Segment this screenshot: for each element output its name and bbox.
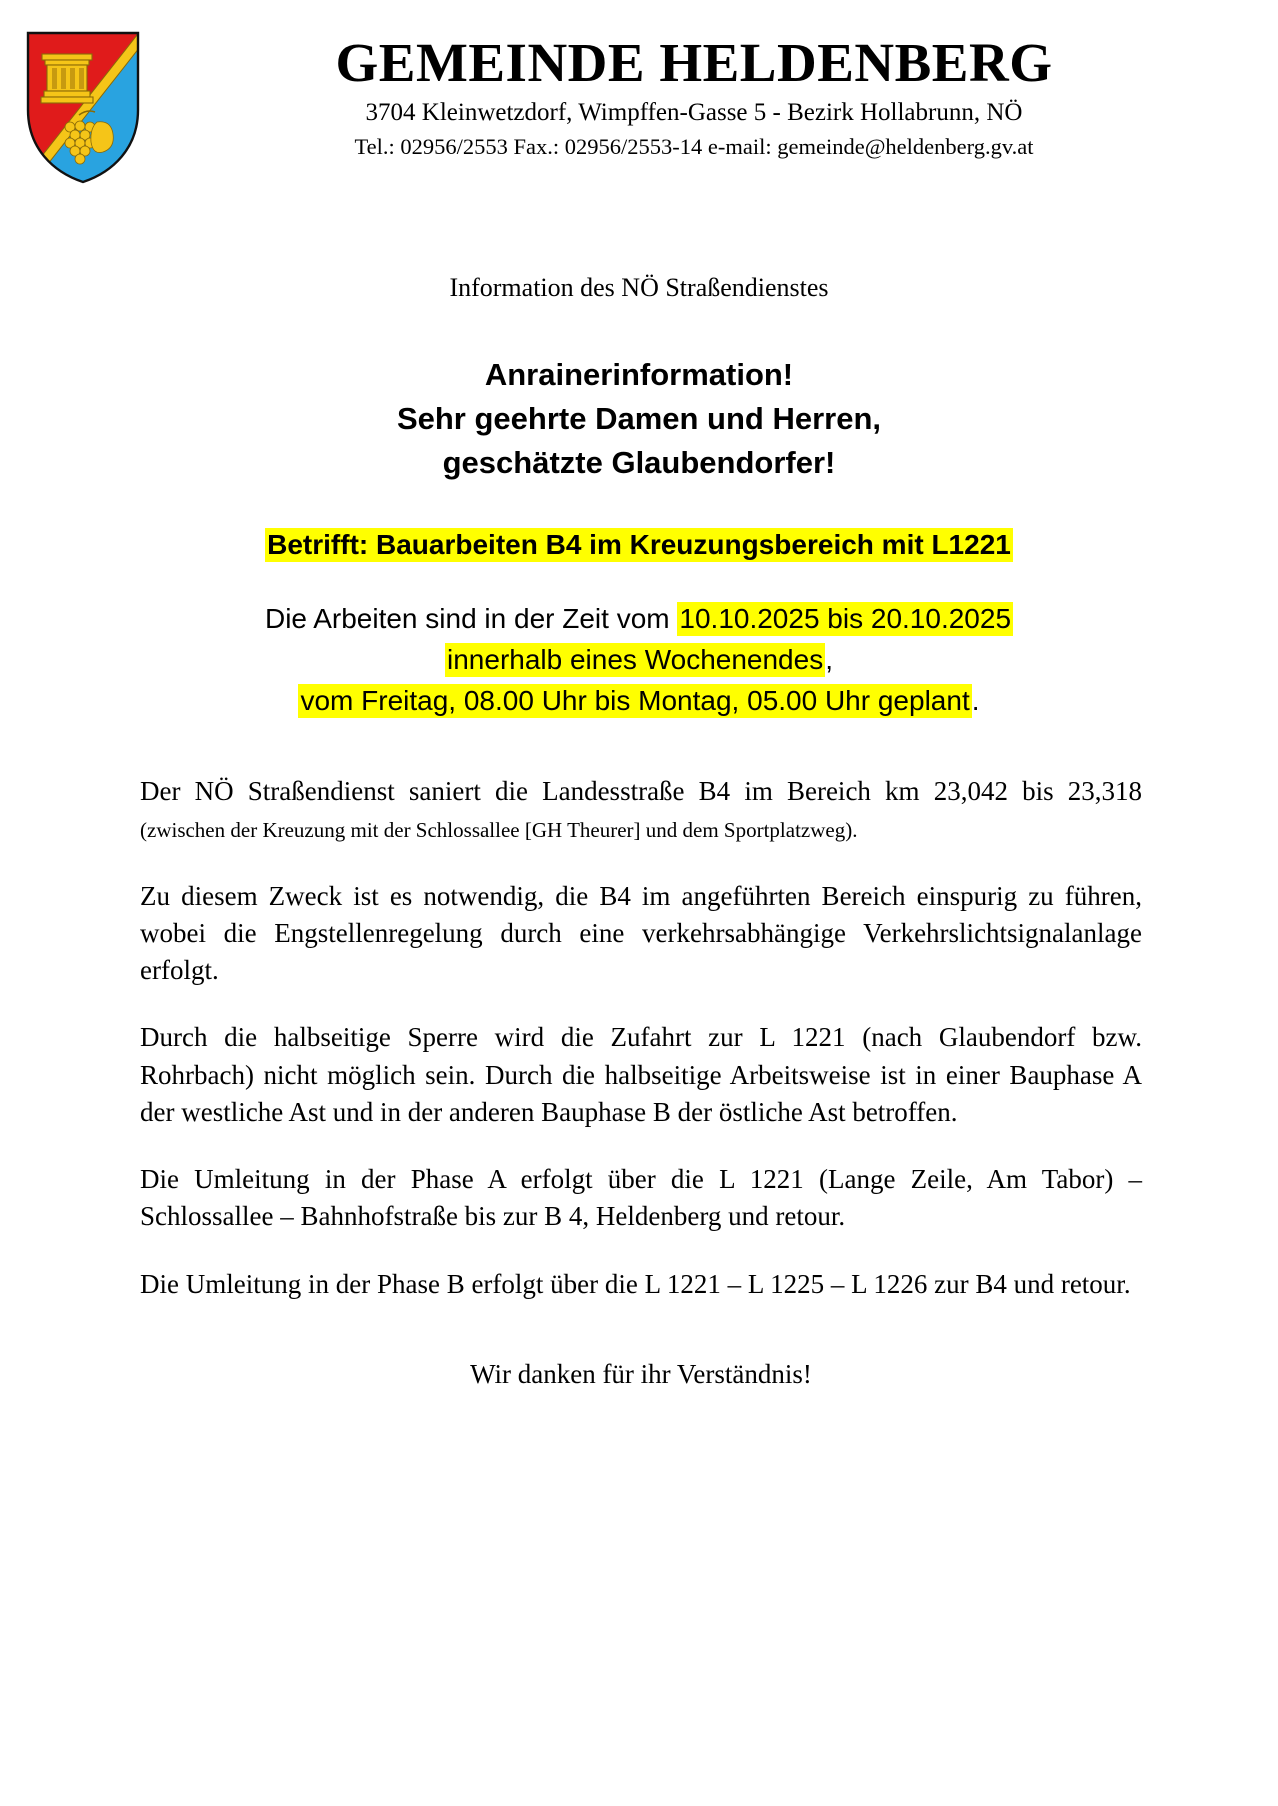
paragraph-2: Zu diesem Zweck ist es notwendig, die B4 im angeführten Bereich einspurig zu führen, wobei die Engstellenregelung durch eine verkehrsabhängige Verkehrslichtsignalanlage erfolgt. [140,880,1142,986]
schedule-line-2 [0,640,1278,681]
organization-address: 3704 Kleinwetzdorf, Wimpffen-Gasse 5 - Bezirk Hollabrunn, NÖ [365,98,1023,126]
subject-row [0,527,1278,563]
organization-contact: Tel.: 02956/2553 Fax.: 02956/2553-14 e-mail: gemeinde@heldenberg.gv.at [354,133,1034,159]
municipal-coat-of-arms-icon [25,30,141,185]
salutation-line-3: geschätzte Glaubendorfer! [442,445,836,481]
schedule-line-1-plain: Die Arbeiten sind in der Zeit vom [264,603,678,635]
paragraph-1-note: (zwischen der Kreuzung mit der Schlossallee [GH Theurer] und dem Sportplatzweg). [140,818,858,843]
schedule-weekend-note: innerhalb eines Wochenendes [447,644,824,676]
salutation-line-1: Anrainerinformation! [484,357,794,392]
crest-container [0,26,166,185]
schedule-line-3-plain: . [971,684,980,716]
schedule-block [0,599,1278,721]
paragraph-1 [140,773,1142,848]
letterhead [0,0,1278,185]
letterhead-text [166,26,1278,161]
subject-highlight: Betrifft: Bauarbeiten B4 im Kreuzungsbereich mit L1221 [267,529,1011,561]
schedule-line-3 [0,681,1278,722]
closing-line: Wir danken für ihr Verständnis! [470,1358,812,1389]
paragraph-3: Durch die halbseitige Sperre wird die Zufahrt zur L 1221 (nach Glaubendorf bzw. Rohrbach) nicht möglich sein. Durch die halbseitige Arbeitsweise ist in einer Bauphase A der westliche Ast und in der anderen Bauphase B der östliche Ast betroffen. [140,1022,1142,1127]
intro-line: Information des NÖ Straßendienstes [449,273,829,302]
schedule-date-range: 10.10.2025 bis 20.10.2025 [679,603,1012,635]
schedule-line-2-plain: , [825,644,833,676]
organization-title: GEMEINDE HELDENBERG [335,32,1053,93]
salutation-heading [0,353,1278,485]
paragraph-1-main: Der NÖ Straßendienst saniert die Landesstraße B4 im Bereich km 23,042 bis 23,318 [140,776,1142,807]
paragraph-5: Die Umleitung in der Phase B erfolgt über die L 1221 – L 1225 – L 1226 zur B4 und retour. [140,1268,1131,1299]
paragraph-4: Die Umleitung in der Phase A erfolgt über die L 1221 (Lange Zeile, Am Tabor) – Schlossallee – Bahnhofstraße bis zur B 4, Heldenberg und retour. [140,1164,1142,1232]
schedule-hours: vom Freitag, 08.00 Uhr bis Montag, 05.00 Uhr geplant [300,684,970,716]
body-text [0,773,1278,1390]
salutation-line-2: Sehr geehrte Damen und Herren, [396,401,882,437]
schedule-line-1 [0,599,1278,640]
